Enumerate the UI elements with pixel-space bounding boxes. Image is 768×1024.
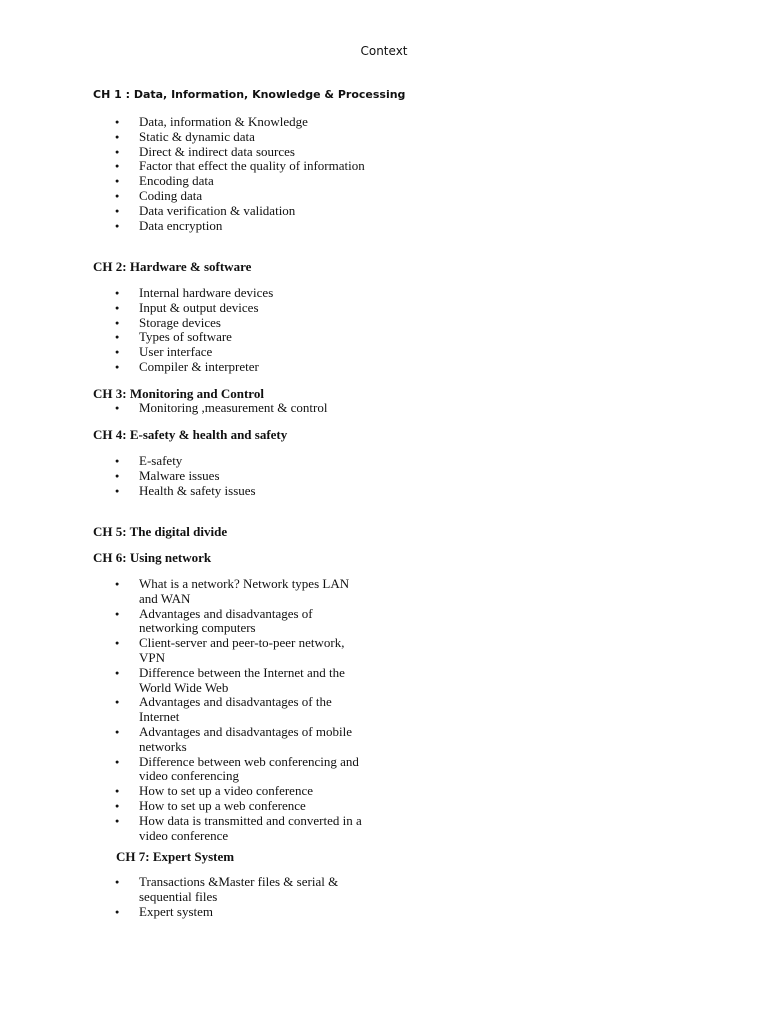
list-item: ● Data verification & validation bbox=[0, 204, 369, 219]
list-item: ● Advantages and disadvantages of networking computers bbox=[0, 607, 369, 637]
list-item: ● How data is transmitted and converted in a video conference bbox=[0, 814, 369, 844]
list-item: ● Advantages and disadvantages of mobile networks bbox=[0, 725, 369, 755]
page-title: Context bbox=[360, 44, 408, 58]
chapter-6-heading: CH 6: Using network bbox=[93, 550, 212, 565]
list-item: ● Static & dynamic data bbox=[0, 130, 369, 145]
chapter-7-list bbox=[0, 875, 369, 919]
chapter-3-list bbox=[0, 401, 369, 416]
chapter-2-heading: CH 2: Hardware & software bbox=[93, 259, 252, 274]
chapter-4-list bbox=[0, 454, 369, 498]
chapter-1-list bbox=[0, 115, 369, 233]
list-item: ● Health & safety issues bbox=[0, 484, 369, 499]
chapter-1-heading: CH 1 : Data, Information, Knowledge & Processing bbox=[93, 88, 406, 101]
list-item: ● E-safety bbox=[0, 454, 369, 469]
list-item: ● User interface bbox=[0, 345, 369, 360]
chapter-4-heading: CH 4: E-safety & health and safety bbox=[93, 427, 288, 442]
list-item: ● Internal hardware devices bbox=[0, 286, 369, 301]
list-item: ● Compiler & interpreter bbox=[0, 360, 369, 375]
list-item: ● Encoding data bbox=[0, 174, 369, 189]
list-item: ● Difference between web conferencing and video conferencing bbox=[0, 755, 369, 785]
list-item: ● Transactions &Master files & serial & sequential files bbox=[0, 875, 369, 905]
list-item: ● Data encryption bbox=[0, 219, 369, 234]
list-item: ● Expert system bbox=[0, 905, 369, 920]
list-item: ● What is a network? Network types LAN and WAN bbox=[0, 577, 369, 607]
list-item: ● Malware issues bbox=[0, 469, 369, 484]
list-item: ● Data, information & Knowledge bbox=[0, 115, 369, 130]
list-item: ● Factor that effect the quality of information bbox=[0, 159, 369, 174]
list-item: ● How to set up a video conference bbox=[0, 784, 369, 799]
list-item: ● Coding data bbox=[0, 189, 369, 204]
list-item: ● Input & output devices bbox=[0, 301, 369, 316]
list-item: ● Types of software bbox=[0, 330, 369, 345]
chapter-3-heading: CH 3: Monitoring and Control bbox=[93, 386, 264, 401]
list-item: ● Storage devices bbox=[0, 316, 369, 331]
list-item: ● Monitoring ,measurement & control bbox=[0, 401, 369, 416]
list-item: ● Advantages and disadvantages of the Internet bbox=[0, 695, 369, 725]
list-item: ● Client-server and peer-to-peer network, VPN bbox=[0, 636, 369, 666]
chapter-5-heading: CH 5: The digital divide bbox=[93, 524, 228, 539]
chapter-2-list bbox=[0, 286, 369, 375]
chapter-6-list bbox=[0, 577, 369, 843]
list-item: ● Direct & indirect data sources bbox=[0, 145, 369, 160]
chapter-7-heading: CH 7: Expert System bbox=[116, 849, 235, 864]
list-item: ● How to set up a web conference bbox=[0, 799, 369, 814]
list-item: ● Difference between the Internet and the World Wide Web bbox=[0, 666, 369, 696]
